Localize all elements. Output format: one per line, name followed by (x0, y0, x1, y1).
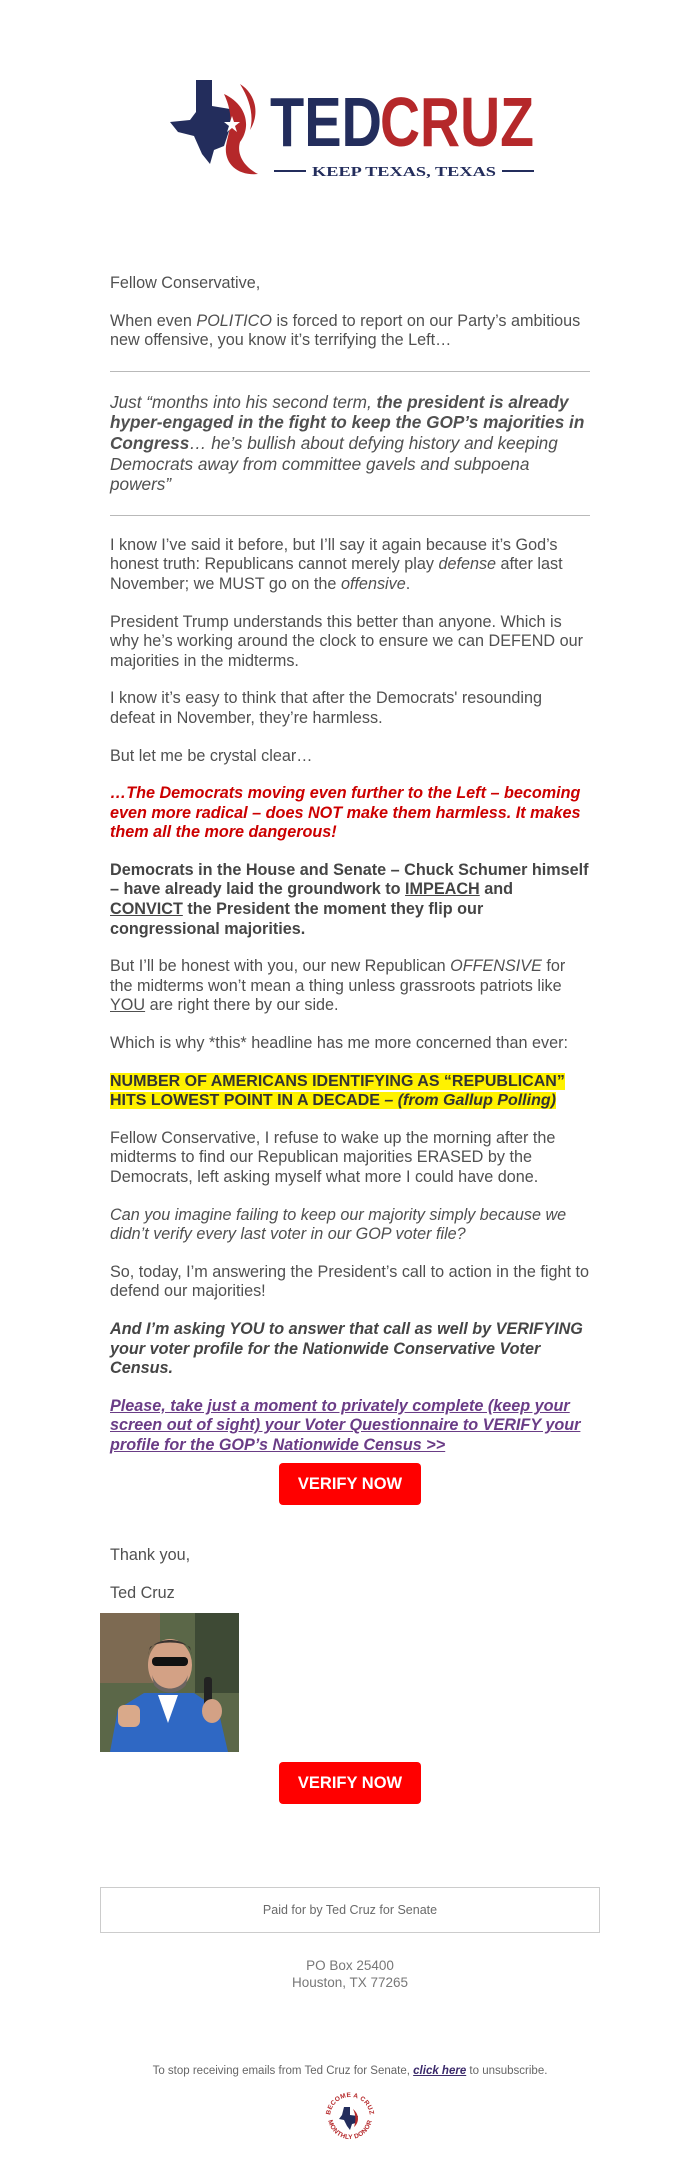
ted-cruz-logo (166, 76, 538, 182)
address-line-2: Houston, TX 77265 (291, 1975, 409, 1990)
cta-paragraph (110, 1397, 590, 1456)
ted-cruz-photo (100, 1613, 239, 1752)
gallup-headline: NUMBER OF AMERICANS IDENTIFYING AS “REPUBLICAN” HITS LOWEST POINT IN A DECADE – (from Gallup Polling) (110, 1072, 565, 1110)
verify-now-button[interactable]: VERIFY NOW (279, 1463, 421, 1505)
intro-paragraph: When even POLITICO is forced to report on our Party’s ambitious new offensive, you know it’s terrifying the Left… (110, 311, 581, 350)
paragraph-refuse: Fellow Conservative, I refuse to wake up the morning after the midterms to find our Republican majorities ERASED by the Democrats, left asking myself what more I could have done. (110, 1128, 556, 1186)
divider-bottom (110, 515, 590, 516)
paragraph-offensive: I know I’ve said it before, but I’ll say it again because it’s God’s honest truth: Republicans cannot merely play defense after last November; we MUST go on the offensive. (110, 535, 563, 593)
email-body (110, 274, 590, 1474)
paragraph-answering: So, today, I’m answering the President’s call to action in the fight to defend our majorities! (110, 1262, 589, 1301)
paid-for-disclaimer: Paid for by Ted Cruz for Senate (100, 1887, 600, 1933)
paragraph-warning: …The Democrats moving even further to the Left – becoming even more radical – does NOT make them harmless. It makes them all the more dangerous! (110, 784, 581, 842)
paragraph-crystal-clear: But let me be crystal clear… (110, 746, 313, 765)
signoff-name: Ted Cruz (110, 1584, 175, 1602)
signoff-thanks: Thank you, (110, 1546, 191, 1564)
paragraph-grassroots: But I’ll be honest with you, our new Republican OFFENSIVE for the midterms won’t mean a thing unless grassroots patriots like YOU are right there by our side. (110, 957, 566, 1015)
badge-text-bottom: MONTHLY DONOR (326, 2119, 374, 2142)
greeting: Fellow Conservative, (110, 274, 261, 292)
paragraph-impeach: Democrats in the House and Senate – Chuck Schumer himself – have already laid the groundwork to IMPEACH and CONVICT the President the moment they flip our congressional majorities. (110, 860, 589, 938)
paragraph-headline-intro: Which is why *this* headline has me more concerned than ever: (110, 1034, 568, 1053)
logo-name-first: TED (270, 83, 382, 161)
address-line-1: PO Box 25400 (306, 1958, 394, 1973)
divider-top (110, 371, 590, 372)
logo-name-last: CRUZ (380, 83, 534, 161)
logo-tagline: KEEP TEXAS, TEXAS (312, 165, 497, 180)
badge-text-top: BECOME A CRUZ (325, 2091, 375, 2116)
voter-questionnaire-link[interactable]: Please, take just a moment to privately complete (keep your screen out of sight) your Voter Questionnaire to VERIFY your profile for the GOP’s Nationwide Census >> (110, 1396, 581, 1454)
politico-quote: Just “months into his second term, the president is already hyper-engaged in the fight to keep the GOP’s majorities in Congress… he’s bullish about defying history and keeping Democrats away from committee gavels and subpoena powers” (110, 391, 585, 495)
unsubscribe-link[interactable]: click here (413, 2065, 467, 2077)
verify-now-button-bottom[interactable]: VERIFY NOW (279, 1762, 421, 1804)
badge-texas-icon (339, 2107, 358, 2130)
monthly-donor-badge[interactable] (320, 2087, 380, 2147)
unsubscribe-text: To stop receiving emails from Ted Cruz for Senate, click here to unsubscribe. (152, 2065, 548, 2077)
paragraph-imagine: Can you imagine failing to keep our majority simply because we didn’t verify every last voter in our GOP voter file? (110, 1205, 567, 1244)
paragraph-asking: And I’m asking YOU to answer that call as well by VERIFYING your voter profile for the Nationwide Conservative Voter Census. (110, 1319, 583, 1378)
paragraph-trump: President Trump understands this better than anyone. Which is why he’s working around the clock to ensure we can DEFEND our majorities in the midterms. (110, 612, 583, 670)
paragraph-harmless: I know it’s easy to think that after the Democrats' resounding defeat in November, they’re harmless. (110, 689, 542, 727)
